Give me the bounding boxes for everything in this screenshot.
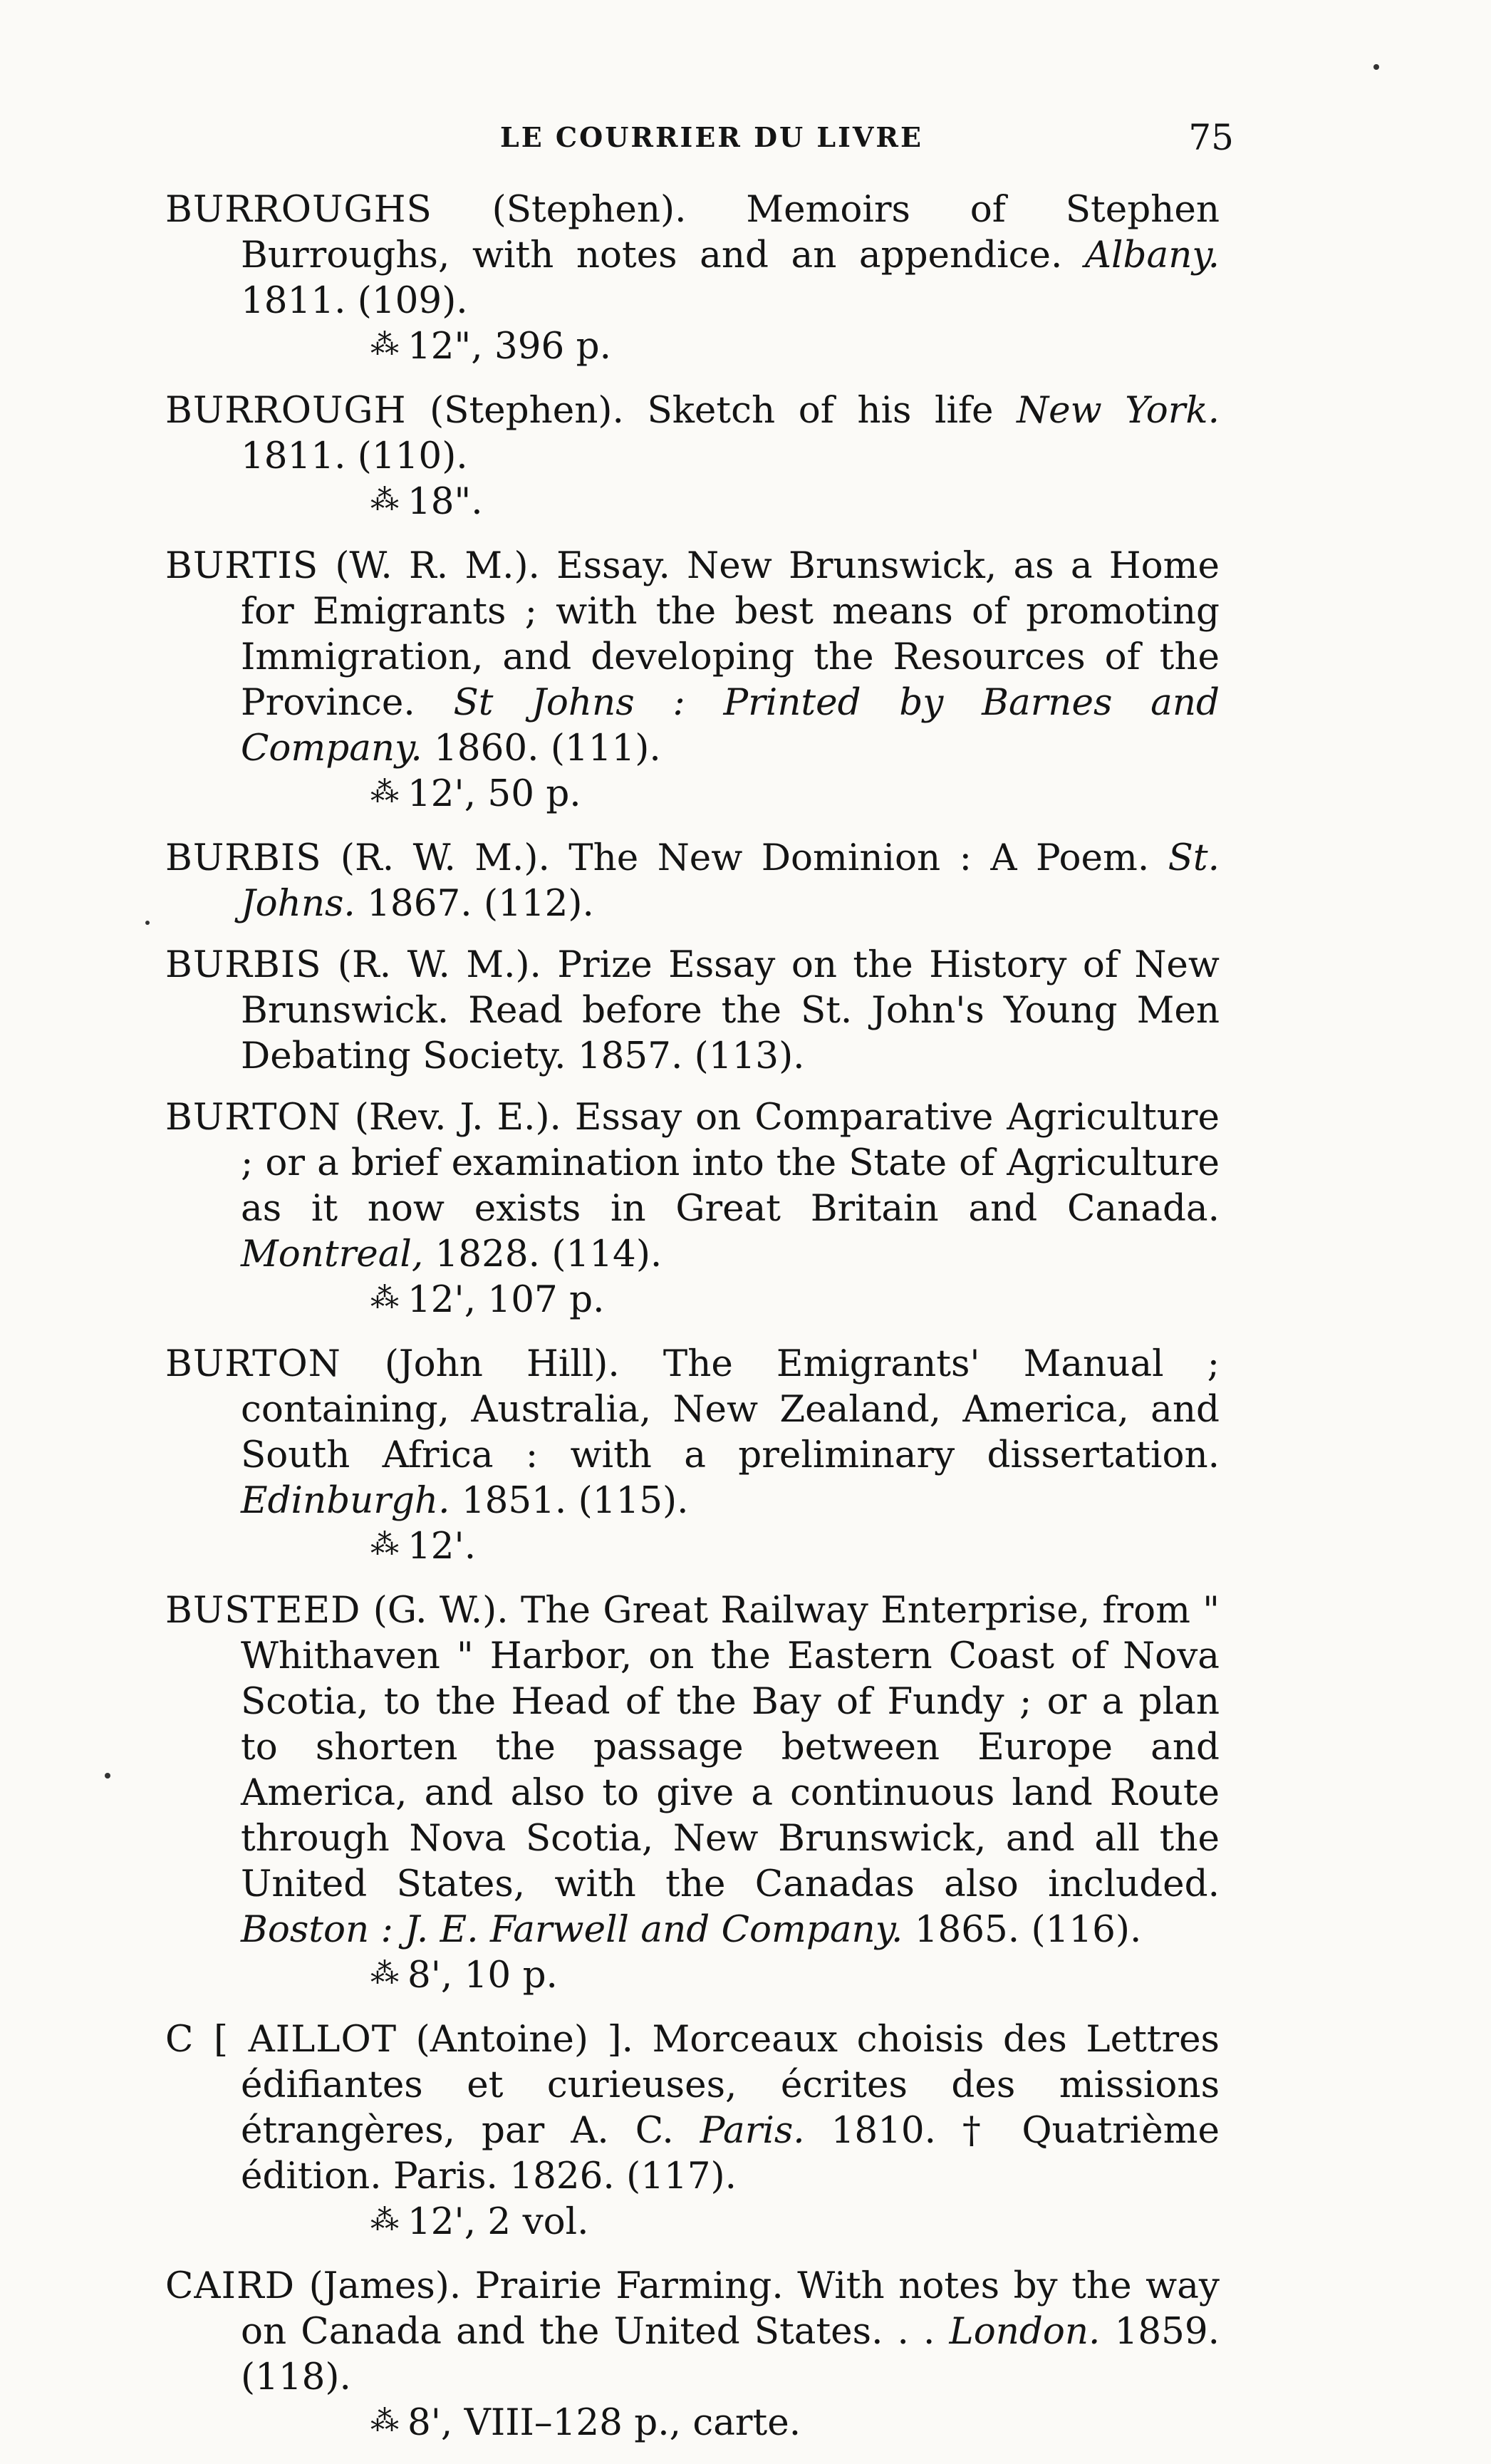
entry-collation: 12'. (407, 1525, 477, 1568)
entry-date-number: 1867. (112). (355, 882, 594, 925)
entry-imprint: London. (949, 2310, 1101, 2353)
entry-collation-line (241, 1277, 1220, 1325)
bibliography-entry (165, 2263, 1220, 2448)
entry-date-number: 1811. (110). (241, 435, 468, 477)
entry-description: (Stephen). Sketch of his life (406, 389, 1017, 432)
entry-imprint: New York. (1017, 389, 1220, 432)
entry-description: (Stephen). Memoirs of Stephen Burroughs, with notes and an appendice. (241, 188, 1220, 276)
asterism-icon: ⁂ (370, 328, 398, 361)
entry-date-number: 1860. (111). (422, 727, 661, 770)
bibliography-entry (165, 2017, 1220, 2247)
stray-mark (1373, 64, 1379, 70)
asterism-icon: ⁂ (370, 2405, 398, 2438)
entry-imprint: Edinburgh. (241, 1479, 450, 1522)
entry-collation: 8', VIII–128 p., carte. (407, 2401, 801, 2444)
entry-collation: 8', 10 p. (407, 1954, 558, 1997)
entry-collation: 12', 107 p. (407, 1278, 605, 1321)
entry-collation-line (241, 2400, 1220, 2448)
entry-description: (Antoine) ]. Morceaux choisis des Lettres édifiantes et curieuses, écrites des missions étrangères, par A. C. (241, 2018, 1220, 2152)
entry-author-name: BURTIS (165, 544, 319, 587)
entry-date-number: 1810. † Quatrième édition. Paris. 1826. (117). (241, 2109, 1220, 2198)
entry-author-name: C [ AILLOT (165, 2018, 398, 2061)
asterism-icon: ⁂ (370, 1282, 398, 1315)
stray-mark (105, 1773, 110, 1779)
entry-description: (G. W.). The Great Railway Enterprise, from " Whithaven " Harbor, on the Eastern Coast of Nova Scotia, to the Head of the Bay of Fundy ; or a plan to shorten the passage between Europe and America, and also to give a continuous land Route through Nova Scotia, New Brunswick, and all the United States, with the Canadas also included. (241, 1589, 1220, 1905)
entry-author-name: BURBIS (165, 837, 322, 879)
entry-collation-line (241, 323, 1220, 372)
stray-mark (145, 921, 150, 925)
entry-collation: 12", 396 p. (407, 325, 611, 368)
entry-date-number: 1828. (114). (423, 1233, 663, 1275)
bibliography-entry (165, 1588, 1220, 2001)
bibliography-entry (165, 835, 1220, 926)
entry-collation-line (241, 771, 1220, 819)
entry-description: (R. W. M.). The New Dominion : A Poem. (321, 837, 1168, 879)
bibliography-entry (165, 942, 1220, 1079)
page-number: 75 (1188, 117, 1234, 158)
entry-date-number: 1865. (116). (903, 1908, 1142, 1951)
entry-imprint: St Johns : Printed by Barnes and Company. (241, 681, 1220, 770)
entry-description: (W. R. M.). Essay. New Brunswick, as a Home for Emigrants ; with the best means of promoting Immigration, and developing the Resources of the Province. (241, 544, 1220, 724)
entry-author-name: BUSTEED (165, 1589, 361, 1632)
bibliography-entry (165, 187, 1220, 372)
bibliography-entry (165, 388, 1220, 527)
bibliography-entry (165, 543, 1220, 819)
entry-author-name: BURBIS (165, 943, 322, 986)
entry-author-name: BURTON (165, 1342, 341, 1385)
entry-imprint: Albany. (1084, 234, 1220, 276)
entry-collation-line (241, 2199, 1220, 2247)
entry-date-number: 1859. (118). (241, 2310, 1220, 2398)
asterism-icon: ⁂ (370, 2204, 398, 2237)
entry-collation: 12', 2 vol. (407, 2200, 589, 2243)
asterism-icon: ⁂ (370, 1528, 398, 1561)
entry-imprint: St. Johns. (241, 837, 1220, 925)
asterism-icon: ⁂ (370, 484, 398, 517)
bibliography-entry (165, 1341, 1220, 1572)
entry-author-name: BURROUGHS (165, 188, 432, 231)
entry-description: (R. W. M.). Prize Essay on the History of New Brunswick. Read before the St. John's Young Men Debating Society. 1857. (113). (241, 943, 1220, 1077)
entry-author-name: CAIRD (165, 2264, 296, 2307)
asterism-icon: ⁂ (370, 776, 398, 809)
entry-imprint: Montreal, (241, 1233, 424, 1275)
asterism-icon: ⁂ (370, 1957, 398, 1990)
entry-imprint: Paris. (700, 2109, 805, 2152)
entry-collation-line (241, 479, 1220, 527)
running-title: LE COURRIER DU LIVRE (500, 121, 923, 153)
entry-author-name: BURTON (165, 1096, 341, 1139)
entry-author-name: BURROUGH (165, 389, 407, 432)
entry-collation: 12', 50 p. (407, 772, 581, 815)
entry-collation: 18". (407, 480, 483, 523)
entry-description: (James). Prairie Farming. With notes by the way on Canada and the United States. . . (241, 2264, 1220, 2353)
entry-date-number: 1811. (109). (241, 279, 468, 322)
bibliography-entry (165, 1094, 1220, 1325)
entry-date-number: 1851. (115). (450, 1479, 689, 1522)
entry-collation-line (241, 1523, 1220, 1572)
entry-description: (John Hill). The Emigrants' Manual ; containing, Australia, New Zealand, America, and South Africa : with a preliminary dissertation. (241, 1342, 1220, 1476)
entry-description: (Rev. J. E.). Essay on Comparative Agriculture ; or a brief examination into the State of Agriculture as it now exists in Great Britain and Canada. (241, 1096, 1220, 1230)
entry-collation-line (241, 1952, 1220, 2001)
entry-imprint: Boston : J. E. Farwell and Company. (241, 1908, 903, 1951)
bibliography-entries (165, 187, 1220, 2464)
